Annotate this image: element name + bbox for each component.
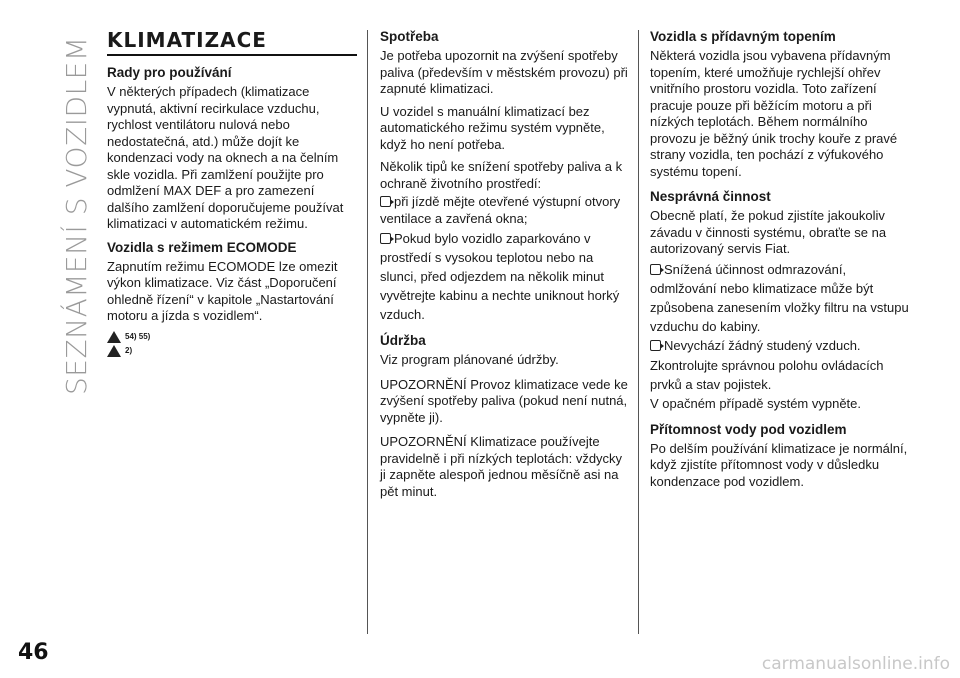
bullet-item <box>380 194 630 227</box>
warning-reference <box>107 331 357 343</box>
paragraph: Obecně platí, že pokud zjistíte jakoukoliv závadu v činnosti systému, obraťte se na autorizovaný servis Fiat. <box>650 208 887 256</box>
page-number: 46 <box>18 640 49 665</box>
bullet-icon <box>380 196 391 207</box>
caution-triangle-icon <box>107 345 121 357</box>
section-title-malfunction: Nesprávná činnost <box>650 189 771 204</box>
section-title-ecomode: Vozidla s režimem ECOMODE <box>107 239 297 255</box>
paragraph: U vozidel s manuální klimatizací bez automatického režimu systém vypněte, když ho není potřeba. <box>380 103 605 152</box>
section-title-water-under-vehicle: Přítomnost vody pod vozidlem <box>650 421 847 437</box>
warning-triangle-icon <box>107 331 121 343</box>
paragraph: Několik tipů ke snížení spotřeby paliva a k ochraně životního prostředí: <box>380 159 623 191</box>
caution-reference-label: 2) <box>125 346 133 355</box>
paragraph: V některých případech (klimatizace vypnutá, aktivní recirkulace vzduchu, rychlost ventilátoru nulová nebo nedostatečná, atd.) může dojít ke kondenzaci vody na oknech a na čelním skle vozidla. Při zamlžení použijte pro odmlžení MAX DEF a pro zamezení dalšího zamlžení doporučujeme používat klimatizaci v automatickém režimu. <box>107 84 344 231</box>
bullet-item <box>650 260 915 336</box>
paragraph: V opačném případě systém vypněte. <box>650 396 862 411</box>
bullet-item <box>650 338 915 355</box>
bullet-icon <box>650 264 661 275</box>
paragraph: Zapnutím režimu ECOMODE lze omezit výkon klimatizace. Viz část „Doporučení ohledně řízení“ v kapitole „Nastartování motoru a jízda s vozidlem“. <box>107 258 338 323</box>
paragraph: Je potřeba upozornit na zvýšení spotřeby paliva (především v městském provozu) při zapnuté klimatizaci. <box>380 48 628 96</box>
watermark-text: carmanualsonline.info <box>761 654 950 674</box>
warning-reference-label: 54) 55) <box>125 332 151 341</box>
paragraph: Některá vozidla jsou vybavena přídavným topením, které umožňuje rychlejší ohřev vnitřního prostoru vozidla. Toto zařízení pracuje pouze při běžícím motoru a při nízkých teplotách. Během normálního provozu je běžný únik trochy kouře z pravé strany vozidla, ten pochází z výfukového systému topení. <box>650 48 898 179</box>
column-divider-2 <box>638 30 639 634</box>
column-1 <box>107 28 357 359</box>
bullet-text: při jízdě mějte otevřené výstupní otvory ventilace a zavřená okna; <box>380 194 621 226</box>
section-title-maintenance: Údržba <box>380 333 426 348</box>
bullet-text: Nevychází žádný studený vzduch. <box>664 337 861 353</box>
bullet-item <box>380 229 630 324</box>
bullet-text: Snížená účinnost odmrazování, odmlžování nebo klimatizace může být způsobena zanesením vložky filtru na vstupu vzduchu do kabiny. <box>650 261 909 334</box>
notice-paragraph: UPOZORNĚNÍ Provoz klimatizace vede ke zvýšení spotřeby paliva (pokud není nutná, vypněte ji). <box>380 376 628 425</box>
section-title-aux-heater: Vozidla s přídavným topením <box>650 29 836 44</box>
paragraph: Po delším používání klimatizace je normální, když zjistíte přítomnost vody v důsledku kondenzace pod vozidlem. <box>650 440 908 489</box>
column-3 <box>650 28 915 496</box>
bullet-icon <box>650 340 661 351</box>
section-title-usage: Rady pro používání <box>107 65 232 80</box>
bullet-text: Pokud bylo vozidlo zaparkováno v prostředí s vysokou teplotou nebo na slunci, před odjezdem na několik minut vyvětrejte kabinu a nechte uniknout horký vzduch. <box>380 231 620 322</box>
caution-reference <box>107 345 357 357</box>
paragraph: Viz program plánované údržby. <box>380 352 559 367</box>
chapter-heading: KLIMATIZACE <box>107 28 357 56</box>
sidebar-title-text: SEZNÁMENÍ S VOZIDLEM <box>60 36 93 395</box>
section-title-consumption: Spotřeba <box>380 29 439 44</box>
column-divider-1 <box>367 30 368 634</box>
bullet-icon <box>380 233 391 244</box>
paragraph: Zkontrolujte správnou polohu ovládacích prvků a stav pojistek. <box>650 358 884 392</box>
notice-paragraph: UPOZORNĚNÍ Klimatizace používejte pravidelně i při nízkých teplotách: vždycky ji zapněte alespoň jednou měsíčně asi na pět minut. <box>380 434 623 499</box>
column-2 <box>380 28 630 506</box>
